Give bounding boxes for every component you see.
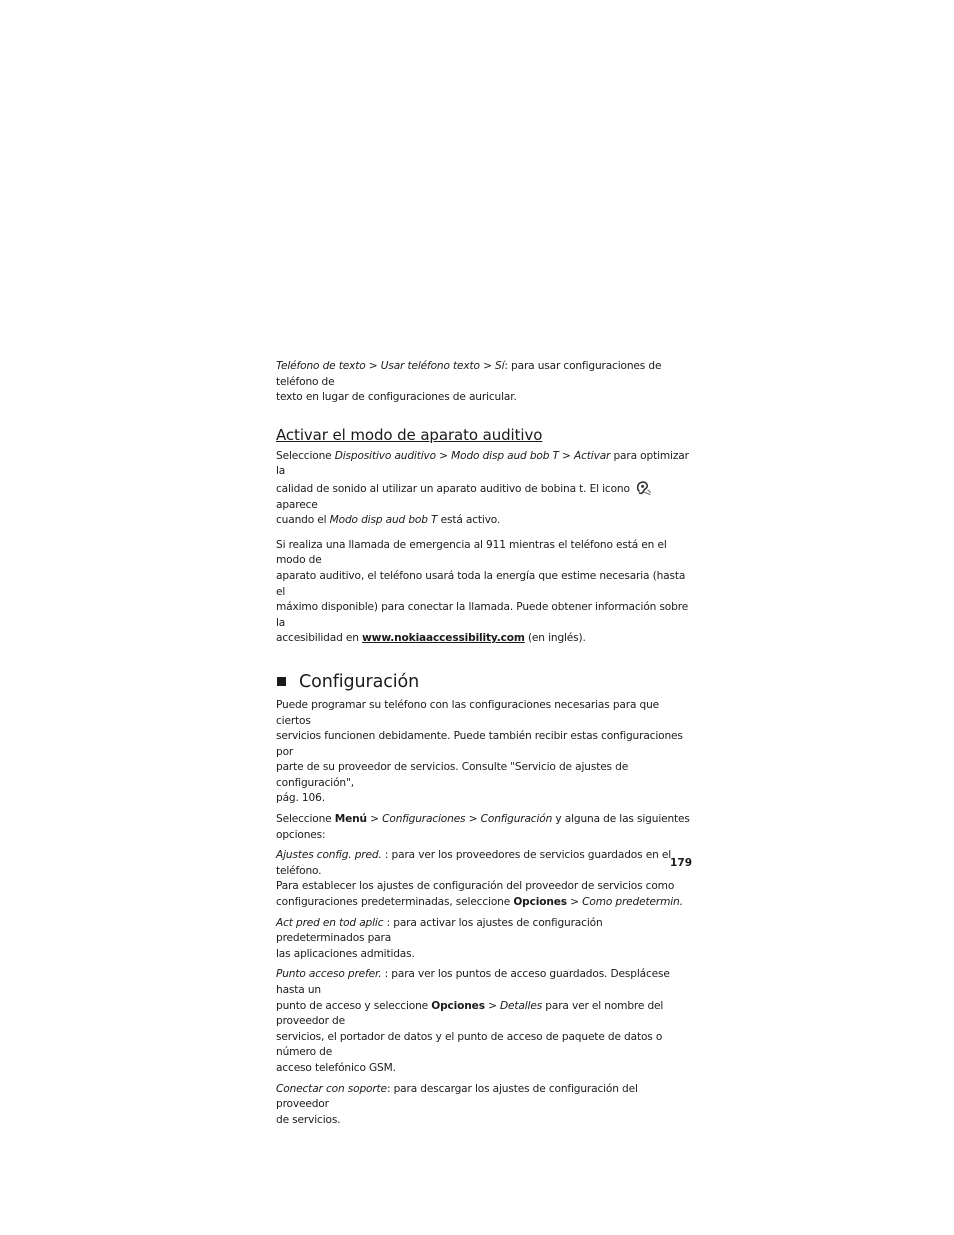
hearing-aid-paragraph-2: Si realiza una llamada de emergencia al 911 mientras el teléfono está en el modo de aparato auditivo, el teléfono usará toda la energía que estime necesaria (hasta el máximo disponible) para conectar la llamada. Puede obtener información sobre la accesibilidad en www.nokiaaccessibility.com (en inglés). [276,538,689,645]
section-heading-configuration: Configuración [276,671,690,693]
page-number: 179 [670,857,693,869]
hearing-aid-icon [635,480,651,495]
text-phone-option: Teléfono de texto > Usar teléfono texto > Sí: para usar configuraciones de teléfono de texto en lugar de configuraciones de auricular. [276,360,662,404]
square-bullet-icon [277,677,286,686]
option-connect-support: Conectar con soporte: para descargar los ajustes de configuración del proveedor de servicios. [276,1082,638,1126]
configuration-paragraph-1: Puede programar su teléfono con las configuraciones necesarias para que ciertos servicios funcionen debidamente. Puede también recibir estas configuraciones por parte de su proveedor de servicios. Consulte "Servicio de ajustes de configuración", pág. 106. [276,698,683,805]
option-default-config: Ajustes config. pred. : para ver los proveedores de servicios guardados en el teléfono. Para establecer los ajustes de configuración del proveedor de servicios como configuraciones predeterminadas, seleccione Opciones > Como predetermin. [276,849,683,909]
nokia-accessibility-link[interactable]: www.nokiaaccessibility.com [362,632,525,645]
configuration-paragraph-2: Seleccione Menú > Configuraciones > Configuración y alguna de las siguientes opciones: [276,813,690,841]
section-heading-hearing-aid: Activar el modo de aparato auditivo [276,425,543,444]
page-content [276,359,693,1128]
option-preferred-access-point: Punto acceso prefer. : para ver los puntos de acceso guardados. Desplácese hasta un punto de acceso y seleccione Opciones > Detalles para ver el nombre del proveedor de servicios, el portador de datos y el punto de acceso de paquete de datos o número de acceso telefónico GSM. [276,968,670,1074]
option-term: Teléfono de texto [276,360,366,372]
hearing-aid-paragraph-1: Seleccione Dispositivo auditivo > Modo disp aud bob T > Activar para optimizar la calidad de sonido al utilizar un aparato auditivo de bobina t. El icono aparece cuando el Modo disp aud bob T está activo. [276,449,689,527]
option-activate-all-apps: Act pred en tod aplic : para activar los ajustes de configuración predeterminados para las aplicaciones admitidas. [276,916,603,960]
